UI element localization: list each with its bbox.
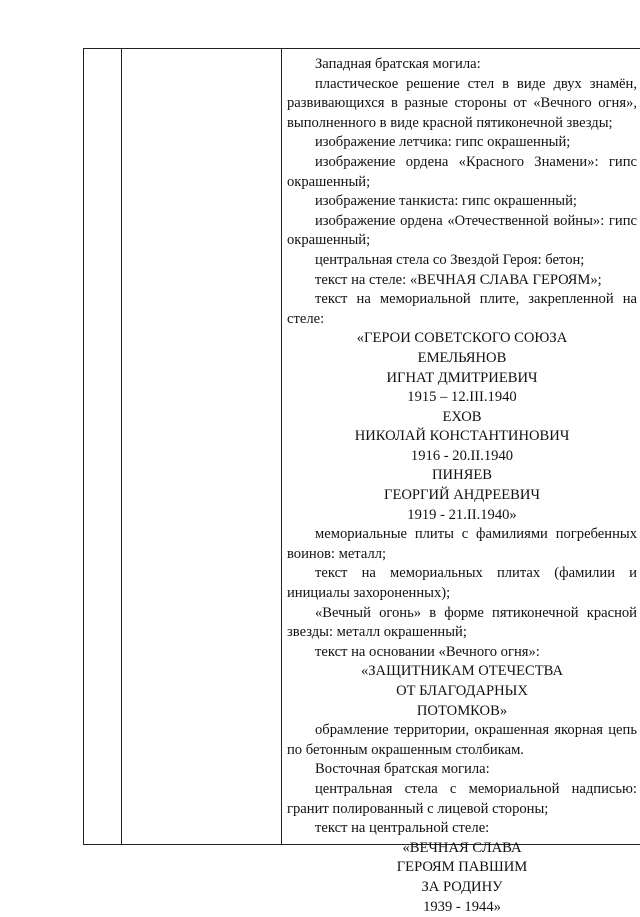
description-paragraph: мемориальные плиты с фамилиями погребенных воинов: металл; (287, 526, 637, 562)
inscription-line: ГЕОРГИЙ АНДРЕЕВИЧ (384, 487, 540, 504)
inscription-line: ПИНЯЕВ (432, 467, 492, 484)
inscription-line: 1939 - 1944» (423, 898, 501, 915)
description-paragraph: «Вечный огонь» в форме пятиконечной красной звезды: металл окрашенный; (287, 604, 637, 641)
description-cell (287, 55, 637, 917)
inscription-line: ГЕРОЯМ ПАВШИМ (396, 859, 528, 876)
description-paragraph: Западная братская могила: (315, 56, 481, 72)
description-paragraph: текст на основании «Вечного огня»: (315, 643, 540, 660)
description-paragraph: изображение ордена «Красного Знамени»: гипс окрашенный; (287, 153, 637, 190)
inscription-line: 1915 – 12.III.1940 (407, 389, 517, 406)
description-paragraph: Восточная братская могила: (315, 761, 490, 778)
description-paragraph: изображение летчика: гипс окрашенный; (315, 134, 571, 151)
description-paragraph: пластическое решение стел в виде двух знамён, развивающихся в разные стороны от «Вечного огня», выполненного в виде красной пятиконечной звезды; (287, 75, 637, 131)
description-paragraph: центральная стела с мемориальной надписью: гранит полированный с лицевой стороны; (287, 780, 637, 817)
column-divider-1 (121, 48, 122, 845)
description-paragraph: изображение ордена «Отечественной войны»: гипс окрашенный; (287, 212, 637, 249)
description-paragraph: текст на мемориальных плитах (фамилии и инициалы захороненных); (287, 565, 637, 602)
inscription-line: ЕМЕЛЬЯНОВ (417, 349, 507, 366)
inscription-line: ЗА РОДИНУ (421, 878, 503, 895)
inscription-line: «ГЕРОИ СОВЕТСКОГО СОЮЗА (356, 330, 568, 347)
description-paragraph: текст на мемориальной плите, закрепленной на стеле: (287, 291, 637, 327)
description-paragraph: обрамление территории, окрашенная якорная цепь по бетонным окрашенным столбикам. (287, 722, 637, 758)
description-paragraph: текст на стеле: «ВЕЧНАЯ СЛАВА ГЕРОЯМ»; (315, 271, 602, 288)
inscription-line: ПОТОМКОВ» (416, 702, 508, 719)
inscription-line: «ВЕЧНАЯ СЛАВА (402, 839, 522, 856)
table-top-border (83, 48, 640, 49)
description-paragraph: изображение танкиста: гипс окрашенный; (315, 193, 577, 210)
description-paragraph: текст на центральной стеле: (315, 820, 490, 837)
inscription-line: НИКОЛАЙ КОНСТАНТИНОВИЧ (354, 428, 570, 445)
table-left-border (83, 48, 84, 845)
column-divider-2 (281, 48, 282, 845)
inscription-line: 1919 - 21.II.1940» (407, 506, 517, 523)
inscription-line: ОТ БЛАГОДАРНЫХ (396, 683, 528, 699)
description-paragraph: центральная стела со Звездой Героя: бетон; (315, 251, 585, 268)
inscription-line: ЕХОВ (442, 408, 482, 425)
inscription-line: ИГНАТ ДМИТРИЕВИЧ (386, 369, 538, 386)
inscription-line: 1916 - 20.II.1940 (410, 447, 514, 464)
inscription-line: «ЗАЩИТНИКАМ ОТЕЧЕСТВА (360, 663, 564, 680)
